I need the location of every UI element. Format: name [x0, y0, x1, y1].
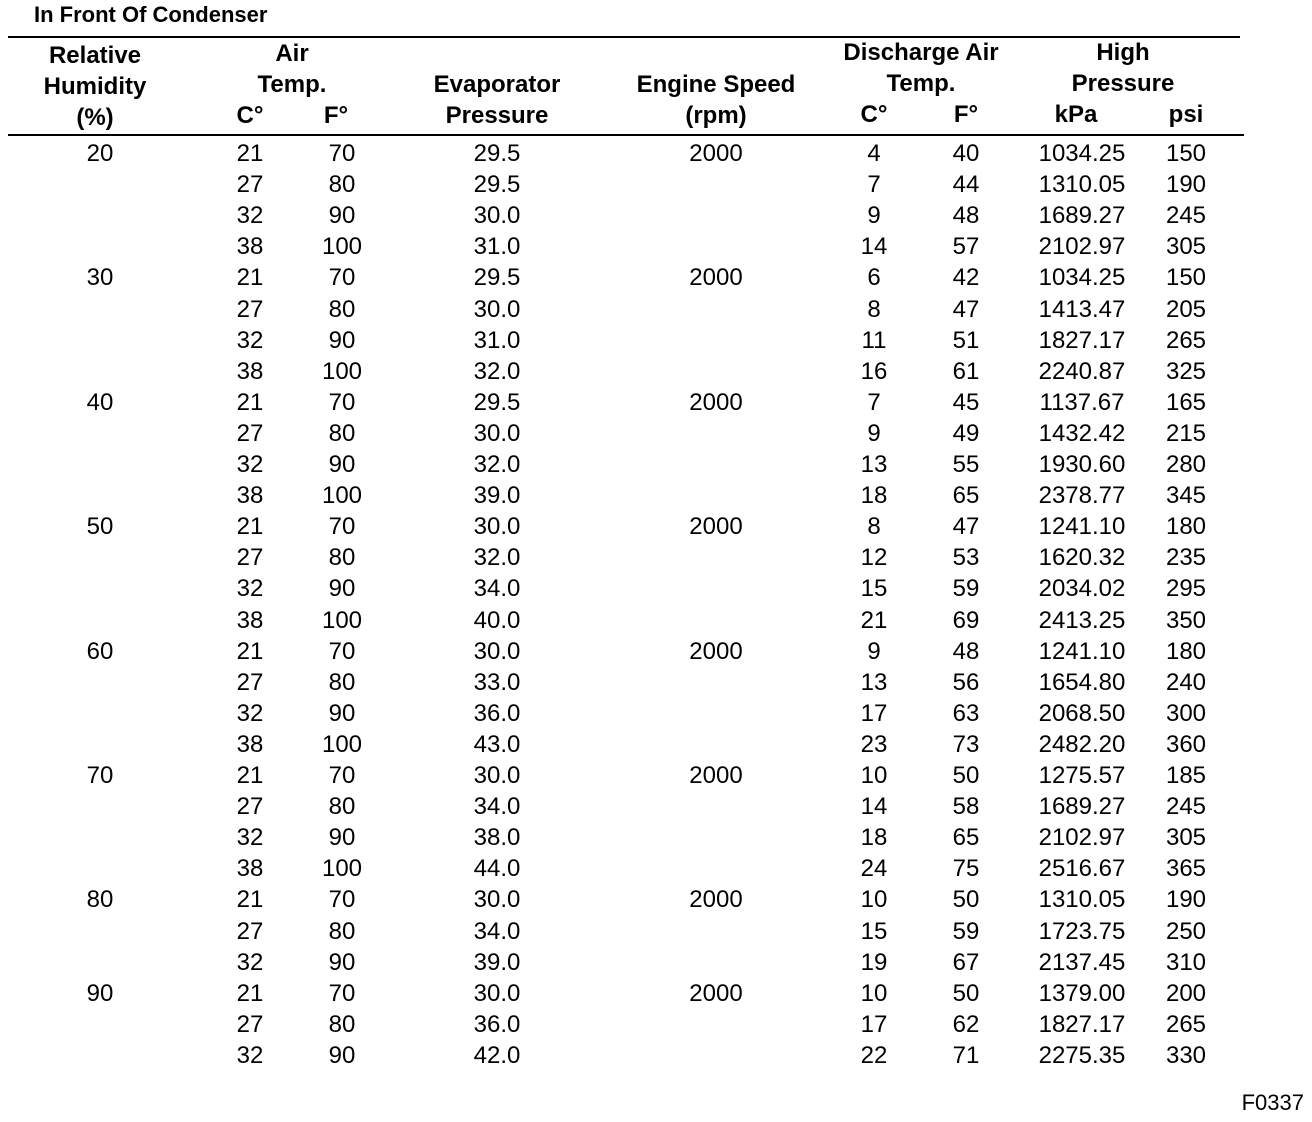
- evaporator-cell: 29.5: [473, 264, 521, 292]
- air-temp-c-cell: 27: [236, 544, 264, 572]
- evaporator-cell: 30.0: [473, 513, 521, 541]
- psi-cell: 205: [1165, 295, 1207, 323]
- evaporator-cell: 29.5: [473, 140, 521, 167]
- psi-cell: 180: [1165, 637, 1207, 665]
- humidity-cell: 20: [86, 140, 114, 167]
- engine-speed-cell: 2000: [689, 388, 743, 416]
- air-temp-c-cell: 32: [236, 451, 264, 478]
- discharge-f-cell: 50: [952, 762, 980, 789]
- discharge-c-cell: 22: [860, 1041, 888, 1069]
- discharge-c-cell: 13: [860, 668, 888, 696]
- discharge-f-cell: 55: [952, 451, 980, 478]
- air-temp-c-cell: 27: [236, 1010, 264, 1038]
- evaporator-cell: 31.0: [473, 233, 521, 261]
- discharge-f-cell: 59: [952, 917, 980, 945]
- kpa-cell: 2102.97: [1038, 824, 1126, 852]
- discharge-f-cell: 50: [952, 886, 980, 914]
- discharge-c-cell: 16: [860, 357, 888, 385]
- header-line: (rpm): [685, 102, 747, 129]
- header-line: Discharge Air: [843, 39, 999, 66]
- air-temp-f-cell: 70: [328, 388, 356, 416]
- psi-cell: 365: [1165, 855, 1207, 883]
- kpa-cell: 1137.67: [1039, 388, 1125, 416]
- air-temp-f-cell: 90: [328, 699, 356, 727]
- header-air-temp-c: C°: [236, 102, 264, 129]
- evaporator-cell: 31.0: [473, 326, 521, 354]
- psi-cell: 215: [1165, 419, 1207, 447]
- air-temp-c-cell: 27: [236, 419, 264, 447]
- air-temp-c-cell: 27: [236, 171, 264, 199]
- header-line: (%): [76, 104, 114, 131]
- humidity-cell: 50: [86, 513, 114, 541]
- evaporator-cell: 44.0: [473, 855, 521, 883]
- header-line: Temp.: [257, 71, 327, 98]
- header-rule: [8, 134, 1244, 136]
- table-title: In Front Of Condenser: [34, 2, 268, 27]
- humidity-cell: 70: [86, 762, 114, 789]
- discharge-c-cell: 24: [860, 855, 888, 883]
- air-temp-c-cell: 32: [236, 948, 264, 976]
- kpa-cell: 2137.45: [1038, 948, 1126, 976]
- air-temp-c-cell: 38: [236, 606, 264, 634]
- psi-cell: 240: [1165, 668, 1207, 696]
- evaporator-cell: 30.0: [473, 979, 521, 1007]
- kpa-cell: 2482.20: [1038, 730, 1126, 758]
- header-relative-humidity: [30, 40, 160, 133]
- air-temp-c-cell: 27: [236, 917, 264, 945]
- psi-cell: 345: [1165, 482, 1207, 510]
- discharge-c-cell: 9: [867, 419, 881, 447]
- evaporator-cell: 34.0: [473, 917, 521, 945]
- header-line: High: [1096, 39, 1150, 66]
- psi-cell: 245: [1165, 202, 1207, 230]
- evaporator-cell: 32.0: [473, 357, 521, 385]
- air-temp-c-cell: 27: [236, 295, 264, 323]
- humidity-cell: 80: [86, 886, 114, 914]
- psi-cell: 150: [1165, 140, 1207, 167]
- psi-cell: 300: [1165, 699, 1207, 727]
- kpa-cell: 1827.17: [1038, 326, 1126, 354]
- discharge-c-cell: 17: [860, 699, 888, 727]
- air-temp-c-cell: 21: [236, 388, 264, 416]
- discharge-f-cell: 67: [952, 948, 980, 976]
- discharge-f-cell: 57: [952, 233, 980, 261]
- discharge-f-cell: 53: [952, 544, 980, 572]
- humidity-cell: 30: [86, 264, 114, 292]
- engine-speed-cell: 2000: [689, 886, 743, 914]
- discharge-c-cell: 18: [860, 482, 888, 510]
- kpa-cell: 1034.25: [1038, 140, 1126, 167]
- discharge-f-cell: 48: [952, 637, 980, 665]
- air-temp-c-cell: 38: [236, 730, 264, 758]
- evaporator-cell: 29.5: [473, 388, 521, 416]
- header-air-temp: [232, 38, 352, 100]
- air-temp-f-cell: 70: [328, 140, 356, 167]
- engine-speed-cell: 2000: [689, 140, 743, 167]
- header-line: Engine Speed: [636, 71, 796, 98]
- air-temp-c-cell: 38: [236, 357, 264, 385]
- air-temp-f-cell: 80: [328, 793, 356, 821]
- discharge-c-cell: 15: [860, 917, 888, 945]
- discharge-c-cell: 15: [860, 575, 888, 603]
- engine-speed-cell: 2000: [689, 264, 743, 292]
- header-evaporator-pressure: [410, 69, 584, 131]
- engine-speed-cell: 2000: [689, 762, 743, 789]
- air-temp-f-cell: 70: [328, 637, 356, 665]
- air-temp-f-cell: 100: [321, 606, 363, 634]
- kpa-cell: 2240.87: [1038, 357, 1126, 385]
- header-line: Air: [275, 40, 309, 67]
- air-temp-c-cell: 21: [236, 513, 264, 541]
- humidity-cell: 90: [86, 979, 114, 1007]
- evaporator-cell: 42.0: [473, 1041, 521, 1069]
- air-temp-f-cell: 80: [328, 171, 356, 199]
- discharge-c-cell: 6: [867, 264, 881, 292]
- air-temp-c-cell: 32: [236, 699, 264, 727]
- figure-id: F0337: [1241, 1090, 1304, 1115]
- kpa-cell: 1275.57: [1038, 762, 1126, 789]
- air-temp-c-cell: 32: [236, 824, 264, 852]
- humidity-cell: 60: [86, 637, 114, 665]
- psi-cell: 200: [1165, 979, 1207, 1007]
- evaporator-cell: 32.0: [473, 451, 521, 478]
- evaporator-cell: 30.0: [473, 637, 521, 665]
- discharge-f-cell: 75: [952, 855, 980, 883]
- header-psi: psi: [1168, 101, 1204, 128]
- air-temp-f-cell: 90: [328, 575, 356, 603]
- air-temp-f-cell: 90: [328, 824, 356, 852]
- air-temp-f-cell: 80: [328, 295, 356, 323]
- discharge-c-cell: 9: [867, 202, 881, 230]
- psi-cell: 280: [1165, 451, 1207, 478]
- discharge-f-cell: 56: [952, 668, 980, 696]
- discharge-f-cell: 58: [952, 793, 980, 821]
- evaporator-cell: 39.0: [473, 482, 521, 510]
- air-temp-c-cell: 27: [236, 793, 264, 821]
- header-line: Pressure: [1071, 70, 1175, 97]
- discharge-f-cell: 65: [952, 482, 980, 510]
- air-temp-f-cell: 70: [328, 264, 356, 292]
- discharge-f-cell: 49: [952, 419, 980, 447]
- kpa-cell: 1310.05: [1038, 171, 1126, 199]
- psi-cell: 350: [1165, 606, 1207, 634]
- kpa-cell: 1930.60: [1038, 451, 1126, 478]
- discharge-f-cell: 40: [952, 140, 980, 167]
- discharge-c-cell: 8: [867, 295, 881, 323]
- kpa-cell: 1723.75: [1038, 917, 1126, 945]
- discharge-f-cell: 47: [952, 295, 980, 323]
- discharge-c-cell: 14: [860, 233, 888, 261]
- header-air-temp-f: F°: [323, 102, 349, 129]
- psi-cell: 325: [1165, 357, 1207, 385]
- air-temp-f-cell: 70: [328, 762, 356, 789]
- psi-cell: 265: [1165, 1010, 1207, 1038]
- air-temp-f-cell: 80: [328, 668, 356, 696]
- discharge-c-cell: 10: [860, 979, 888, 1007]
- discharge-f-cell: 65: [952, 824, 980, 852]
- evaporator-cell: 36.0: [473, 699, 521, 727]
- header-engine-speed: [618, 69, 814, 131]
- evaporator-cell: 32.0: [473, 544, 521, 572]
- psi-cell: 235: [1165, 544, 1207, 572]
- header-discharge-f: F°: [953, 101, 979, 128]
- air-temp-f-cell: 90: [328, 202, 356, 230]
- kpa-cell: 1654.80: [1038, 668, 1126, 696]
- evaporator-cell: 38.0: [473, 824, 521, 852]
- discharge-f-cell: 45: [952, 388, 980, 416]
- air-temp-f-cell: 90: [328, 1041, 356, 1069]
- evaporator-cell: 34.0: [473, 575, 521, 603]
- air-temp-f-cell: 80: [328, 917, 356, 945]
- evaporator-cell: 30.0: [473, 419, 521, 447]
- engine-speed-cell: 2000: [689, 979, 743, 1007]
- discharge-f-cell: 48: [952, 202, 980, 230]
- evaporator-cell: 30.0: [473, 762, 521, 789]
- header-kpa: kPa: [1054, 101, 1098, 128]
- psi-cell: 190: [1165, 886, 1207, 914]
- discharge-c-cell: 18: [860, 824, 888, 852]
- kpa-cell: 2413.25: [1038, 606, 1126, 634]
- psi-cell: 360: [1165, 730, 1207, 758]
- evaporator-cell: 39.0: [473, 948, 521, 976]
- air-temp-f-cell: 100: [321, 357, 363, 385]
- header-line: Evaporator: [433, 71, 561, 98]
- air-temp-f-cell: 100: [321, 855, 363, 883]
- psi-cell: 185: [1165, 762, 1207, 789]
- air-temp-c-cell: 21: [236, 264, 264, 292]
- air-temp-f-cell: 90: [328, 451, 356, 478]
- discharge-c-cell: 4: [867, 140, 881, 167]
- discharge-f-cell: 51: [952, 326, 980, 354]
- psi-cell: 245: [1165, 793, 1207, 821]
- discharge-c-cell: 11: [861, 326, 887, 354]
- kpa-cell: 2034.02: [1038, 575, 1126, 603]
- psi-cell: 295: [1165, 575, 1207, 603]
- discharge-c-cell: 23: [860, 730, 888, 758]
- discharge-c-cell: 10: [860, 762, 888, 789]
- discharge-f-cell: 44: [952, 171, 980, 199]
- psi-cell: 305: [1165, 233, 1207, 261]
- air-temp-f-cell: 90: [328, 326, 356, 354]
- air-temp-f-cell: 100: [321, 233, 363, 261]
- air-temp-f-cell: 100: [321, 730, 363, 758]
- psi-cell: 190: [1165, 171, 1207, 199]
- air-temp-f-cell: 70: [328, 513, 356, 541]
- evaporator-cell: 29.5: [473, 171, 521, 199]
- evaporator-cell: 33.0: [473, 668, 521, 696]
- kpa-cell: 1034.25: [1038, 264, 1126, 292]
- header-line: Relative: [48, 42, 142, 69]
- discharge-f-cell: 69: [952, 606, 980, 634]
- air-temp-c-cell: 21: [236, 637, 264, 665]
- header-high-pressure: [1048, 37, 1198, 99]
- air-temp-c-cell: 21: [236, 140, 264, 167]
- kpa-cell: 1620.32: [1038, 544, 1126, 572]
- air-temp-f-cell: 70: [328, 886, 356, 914]
- air-temp-f-cell: 70: [328, 979, 356, 1007]
- header-line: Pressure: [445, 102, 549, 129]
- air-temp-c-cell: 32: [236, 326, 264, 354]
- discharge-c-cell: 17: [860, 1010, 888, 1038]
- evaporator-cell: 34.0: [473, 793, 521, 821]
- discharge-f-cell: 61: [952, 357, 980, 385]
- discharge-c-cell: 7: [867, 171, 881, 199]
- evaporator-cell: 30.0: [473, 295, 521, 323]
- kpa-cell: 1241.10: [1038, 513, 1126, 541]
- air-temp-f-cell: 90: [328, 948, 356, 976]
- kpa-cell: 1310.05: [1038, 886, 1126, 914]
- evaporator-cell: 36.0: [473, 1010, 521, 1038]
- kpa-cell: 2068.50: [1038, 699, 1126, 727]
- discharge-c-cell: 13: [860, 451, 888, 478]
- discharge-c-cell: 19: [860, 948, 888, 976]
- kpa-cell: 1379.00: [1038, 979, 1126, 1007]
- discharge-f-cell: 63: [952, 699, 980, 727]
- psi-cell: 310: [1165, 948, 1207, 976]
- discharge-c-cell: 12: [860, 544, 888, 572]
- evaporator-cell: 43.0: [473, 730, 521, 758]
- air-temp-c-cell: 32: [236, 1041, 264, 1069]
- kpa-cell: 1689.27: [1038, 202, 1126, 230]
- kpa-cell: 1827.17: [1038, 1010, 1126, 1038]
- air-temp-f-cell: 100: [321, 482, 363, 510]
- kpa-cell: 1241.10: [1038, 637, 1126, 665]
- air-temp-c-cell: 38: [236, 233, 264, 261]
- air-temp-c-cell: 21: [236, 979, 264, 1007]
- psi-cell: 150: [1165, 264, 1207, 292]
- discharge-f-cell: 59: [952, 575, 980, 603]
- discharge-c-cell: 21: [860, 606, 888, 634]
- header-line: Humidity: [43, 73, 147, 100]
- air-temp-f-cell: 80: [328, 544, 356, 572]
- discharge-c-cell: 14: [860, 793, 888, 821]
- evaporator-cell: 30.0: [473, 202, 521, 230]
- engine-speed-cell: 2000: [689, 637, 743, 665]
- evaporator-cell: 40.0: [473, 606, 521, 634]
- kpa-cell: 2102.97: [1038, 233, 1126, 261]
- kpa-cell: 2516.67: [1038, 855, 1126, 883]
- kpa-cell: 2275.35: [1038, 1041, 1126, 1069]
- air-temp-f-cell: 80: [328, 1010, 356, 1038]
- discharge-c-cell: 7: [867, 388, 881, 416]
- header-discharge-air-temp: [826, 37, 1016, 99]
- psi-cell: 305: [1165, 824, 1207, 852]
- air-temp-c-cell: 32: [236, 202, 264, 230]
- discharge-f-cell: 50: [952, 979, 980, 1007]
- psi-cell: 265: [1165, 326, 1207, 354]
- engine-speed-cell: 2000: [689, 513, 743, 541]
- discharge-f-cell: 47: [952, 513, 980, 541]
- header-discharge-c: C°: [860, 101, 888, 128]
- air-temp-c-cell: 32: [236, 575, 264, 603]
- humidity-cell: 40: [86, 388, 114, 416]
- psi-cell: 250: [1165, 917, 1207, 945]
- air-temp-c-cell: 38: [236, 482, 264, 510]
- air-temp-c-cell: 27: [236, 668, 264, 696]
- air-temp-c-cell: 38: [236, 855, 264, 883]
- discharge-f-cell: 62: [952, 1010, 980, 1038]
- kpa-cell: 1413.47: [1038, 295, 1126, 323]
- kpa-cell: 2378.77: [1038, 482, 1126, 510]
- psi-cell: 165: [1165, 388, 1207, 416]
- kpa-cell: 1689.27: [1038, 793, 1126, 821]
- discharge-f-cell: 71: [952, 1041, 980, 1069]
- discharge-f-cell: 73: [952, 730, 980, 758]
- kpa-cell: 1432.42: [1038, 419, 1126, 447]
- psi-cell: 180: [1165, 513, 1207, 541]
- air-temp-f-cell: 80: [328, 419, 356, 447]
- air-temp-c-cell: 21: [236, 886, 264, 914]
- discharge-f-cell: 42: [952, 264, 980, 292]
- psi-cell: 330: [1165, 1041, 1207, 1069]
- header-line: Temp.: [886, 70, 956, 97]
- air-temp-c-cell: 21: [236, 762, 264, 789]
- discharge-c-cell: 9: [867, 637, 881, 665]
- evaporator-cell: 30.0: [473, 886, 521, 914]
- discharge-c-cell: 8: [867, 513, 881, 541]
- discharge-c-cell: 10: [860, 886, 888, 914]
